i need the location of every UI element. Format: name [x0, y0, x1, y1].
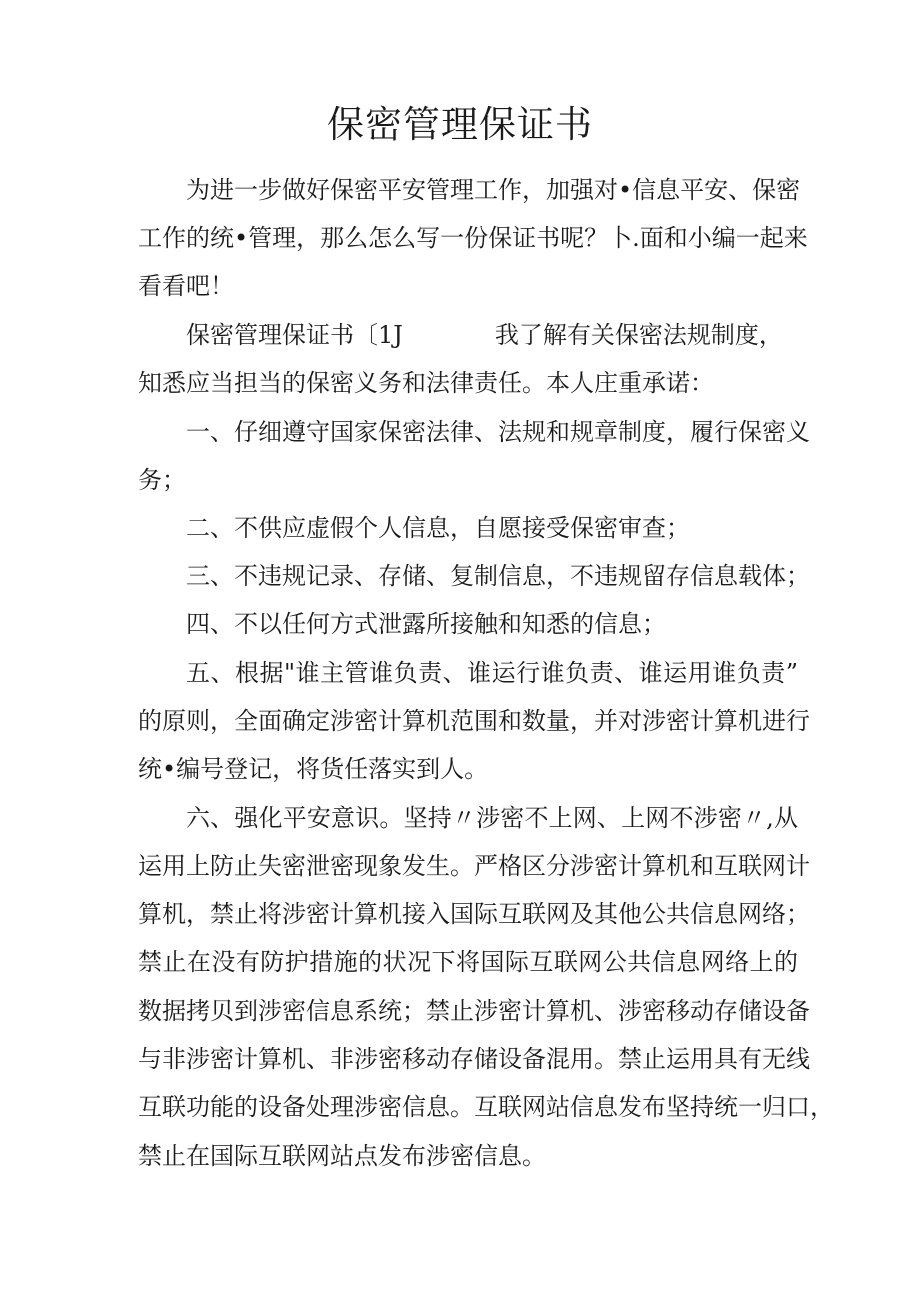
item-six-line-8: 禁止在国际互联网站点发布涉密信息。 — [138, 1142, 546, 1170]
intro-line-3: 看看吧！ — [138, 272, 234, 300]
item-one-line-2: 务； — [138, 466, 186, 494]
item-six-line-7: 互联功能的设备处理涉密信息。互联网站信息发布坚持统一归口， — [138, 1093, 834, 1121]
item-three: 三、不违规记录、存储、复制信息，不违规留存信息载体； — [186, 562, 810, 590]
section-heading: 保密管理保证书〔1J — [186, 321, 403, 349]
item-six-line-1: 六、强化平安意识。坚持〃涉密不上网、上网不涉密〃,从 — [186, 804, 798, 832]
item-six-line-2: 运用上防止失密泄密现象发生。严格区分涉密计算机和互联网计 — [138, 852, 810, 880]
item-five-line-3: 统•编号登记，将货任落实到人。 — [138, 755, 489, 783]
item-five-line-1: 五、根据"谁主管谁负责、谁运行谁负责、谁运用谁负责” — [186, 659, 798, 687]
item-six-line-3: 算机，禁止将涉密计算机接入国际互联网及其他公共信息网络； — [138, 900, 810, 928]
item-four: 四、不以任何方式泄露所接触和知悉的信息； — [186, 610, 666, 638]
item-six-line-5: 数据拷贝到涉密信息系统；禁止涉密计算机、涉密移动存储设备 — [138, 997, 810, 1025]
item-six-line-6: 与非涉密计算机、非涉密移动存储设备混用。禁止运用具有无线 — [138, 1045, 810, 1073]
section-heading-tail: 我了解有关保密法规制度， — [494, 321, 783, 349]
item-six-line-4: 禁止在没有防护措施的状况下将国际互联网公共信息网络上的 — [138, 948, 798, 976]
section-heading-line — [186, 318, 798, 352]
intro-line-1: 为进一步做好保密平安管理工作，加强对•信息平安、保密 — [186, 176, 801, 204]
document-title: 保密管理保证书 — [327, 103, 593, 146]
pledge-intro: 知悉应当担当的保密义务和法律责任。本人庄重承诺： — [138, 369, 714, 397]
intro-line-2: 工作的统•管理，那么怎么写一份保证书呢？卜.面和小编一起来 — [138, 224, 808, 252]
item-five-line-2: 的原则，全面确定涉密计算机范围和数量，并对涉密计算机进行 — [138, 707, 810, 735]
item-two: 二、不供应虚假个人信息，自愿接受保密审查； — [186, 514, 690, 542]
item-one-line-1: 一、仔细遵守国家保密法律、法规和规章制度，履行保密义 — [186, 418, 810, 446]
